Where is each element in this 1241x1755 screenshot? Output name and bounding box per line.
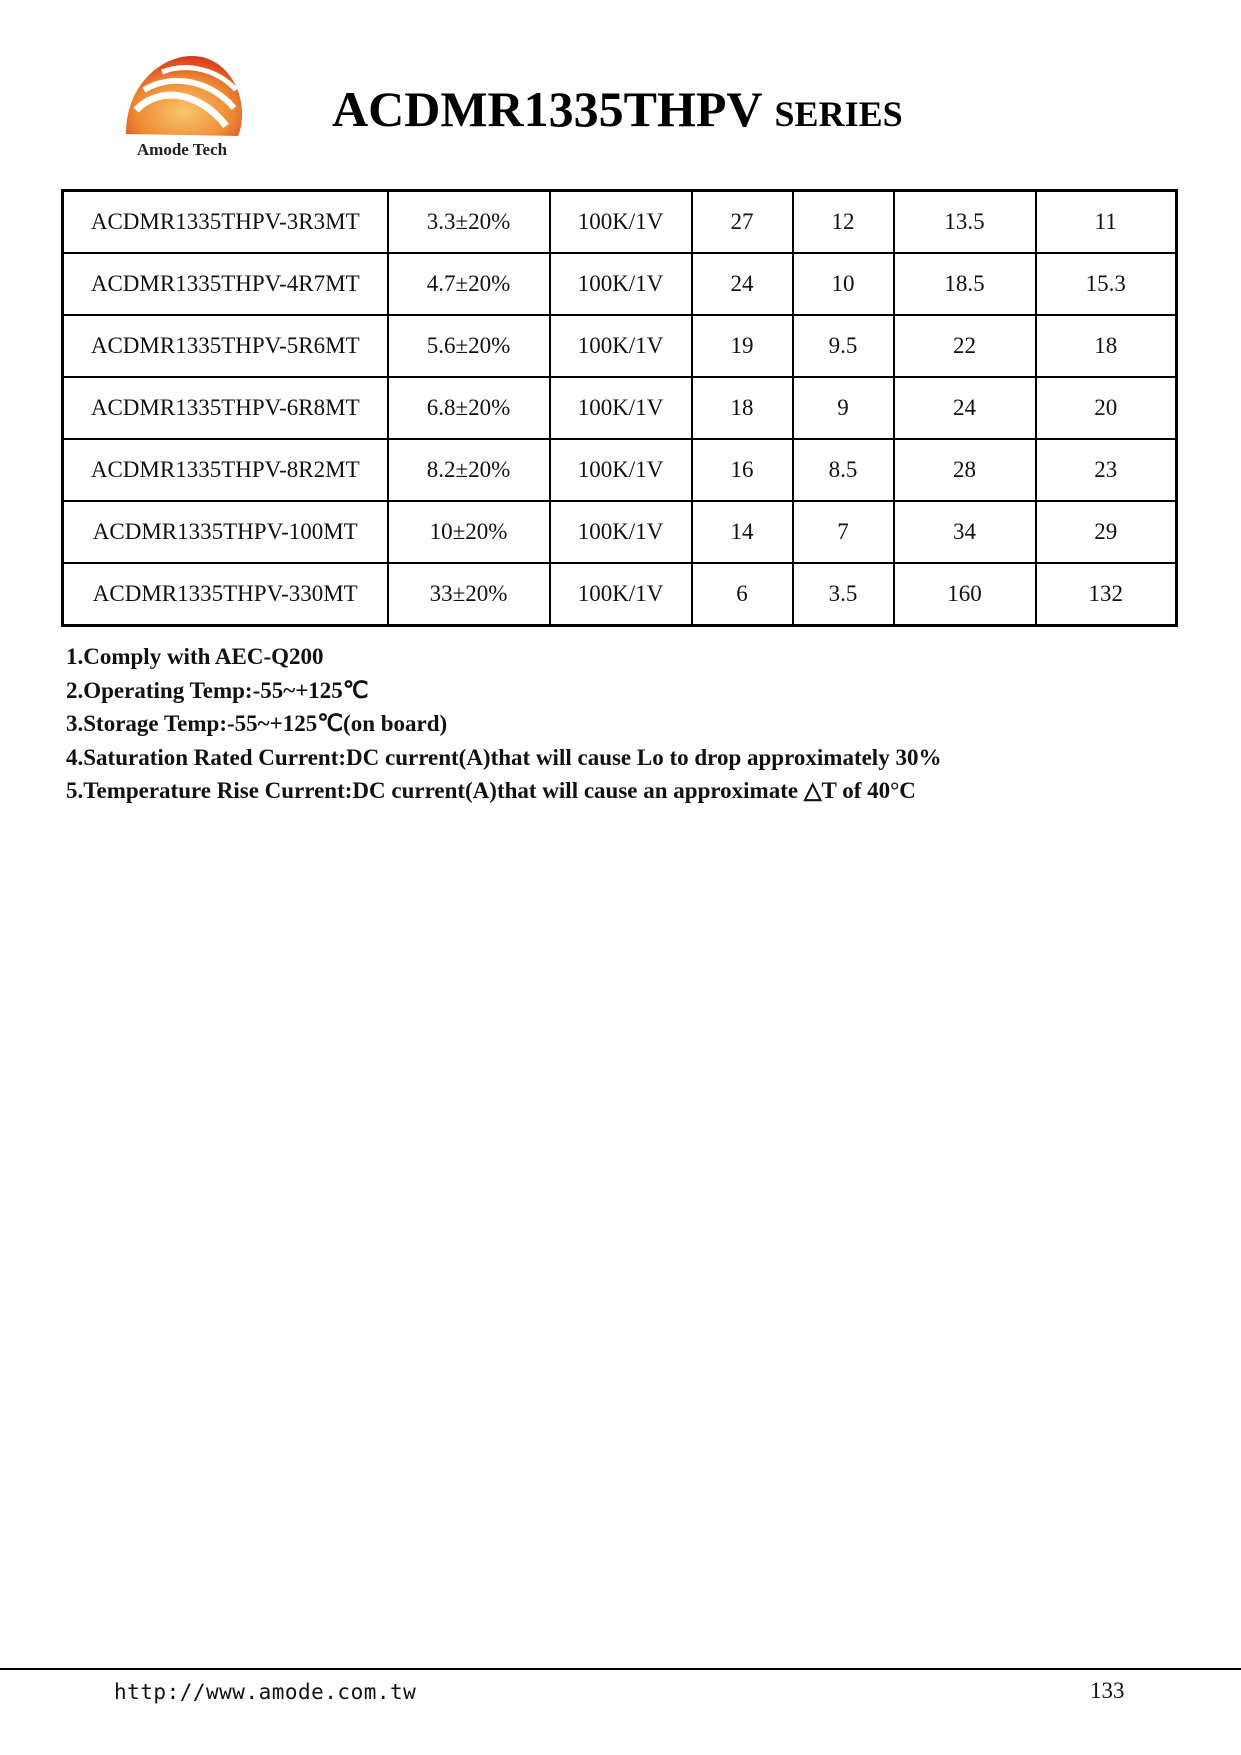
- table-row: [63, 439, 1177, 501]
- table-row: [63, 377, 1177, 439]
- page-title: [332, 80, 903, 138]
- table-cell: 8.2±20%: [388, 439, 550, 501]
- table-cell: 132: [1036, 563, 1177, 626]
- table-cell: 20: [1036, 377, 1177, 439]
- table-cell: 4.7±20%: [388, 253, 550, 315]
- table-cell: 29: [1036, 501, 1177, 563]
- table-cell: 10: [793, 253, 894, 315]
- spec-table: [61, 189, 1178, 627]
- table-cell: 24: [894, 377, 1036, 439]
- table-cell: ACDMR1335THPV-3R3MT: [63, 191, 388, 254]
- footer-url: http://www.amode.com.tw: [114, 1680, 417, 1704]
- table-cell: 16: [692, 439, 793, 501]
- note-item: 2.Operating Temp:-55~+125℃: [66, 677, 369, 703]
- table-cell: 7: [793, 501, 894, 563]
- table-row: [63, 563, 1177, 626]
- table-cell: 160: [894, 563, 1036, 626]
- table-cell: 22: [894, 315, 1036, 377]
- table-cell: 8.5: [793, 439, 894, 501]
- logo-emblem-icon: [122, 54, 246, 144]
- note-item: 1.Comply with AEC-Q200: [66, 644, 324, 669]
- table-cell: ACDMR1335THPV-8R2MT: [63, 439, 388, 501]
- logo-text: Amode Tech: [136, 140, 228, 159]
- table-cell: 15.3: [1036, 253, 1177, 315]
- table-cell: 19: [692, 315, 793, 377]
- notes-list: [66, 640, 941, 808]
- table-cell: 100K/1V: [550, 501, 692, 563]
- table-cell: 34: [894, 501, 1036, 563]
- table-row: [63, 253, 1177, 315]
- table-cell: 100K/1V: [550, 191, 692, 254]
- table-cell: 33±20%: [388, 563, 550, 626]
- table-cell: 28: [894, 439, 1036, 501]
- table-cell: 9: [793, 377, 894, 439]
- company-logo: [118, 54, 254, 164]
- table-cell: ACDMR1335THPV-5R6MT: [63, 315, 388, 377]
- table-cell: 18: [692, 377, 793, 439]
- table-cell: 100K/1V: [550, 563, 692, 626]
- series-name: ACDMR1335THPV: [332, 81, 763, 137]
- note-item: 5.Temperature Rise Current:DC current(A)that will cause an approximate △T of 40°C: [66, 778, 916, 803]
- table-row: [63, 315, 1177, 377]
- table-cell: 18: [1036, 315, 1177, 377]
- table-cell: 3.5: [793, 563, 894, 626]
- series-suffix: SERIES: [774, 94, 903, 134]
- table-cell: 27: [692, 191, 793, 254]
- table-cell: ACDMR1335THPV-100MT: [63, 501, 388, 563]
- table-cell: 13.5: [894, 191, 1036, 254]
- table-cell: 11: [1036, 191, 1177, 254]
- table-cell: 24: [692, 253, 793, 315]
- table-cell: ACDMR1335THPV-330MT: [63, 563, 388, 626]
- table-cell: 5.6±20%: [388, 315, 550, 377]
- table-cell: 18.5: [894, 253, 1036, 315]
- table-cell: 10±20%: [388, 501, 550, 563]
- table-cell: 100K/1V: [550, 377, 692, 439]
- table-cell: 14: [692, 501, 793, 563]
- table-cell: 23: [1036, 439, 1177, 501]
- note-item: 3.Storage Temp:-55~+125℃(on board): [66, 711, 448, 736]
- note-item: 4.Saturation Rated Current:DC current(A)that will cause Lo to drop approximately 30%: [66, 744, 942, 770]
- table-cell: 6.8±20%: [388, 377, 550, 439]
- table-cell: 100K/1V: [550, 253, 692, 315]
- table-cell: 100K/1V: [550, 315, 692, 377]
- table-row: [63, 191, 1177, 254]
- table-row: [63, 501, 1177, 563]
- footer-divider: [0, 1668, 1241, 1670]
- table-cell: ACDMR1335THPV-6R8MT: [63, 377, 388, 439]
- table-cell: ACDMR1335THPV-4R7MT: [63, 253, 388, 315]
- table-cell: 100K/1V: [550, 439, 692, 501]
- table-cell: 6: [692, 563, 793, 626]
- table-cell: 3.3±20%: [388, 191, 550, 254]
- page-number: 133: [1090, 1678, 1125, 1703]
- table-cell: 9.5: [793, 315, 894, 377]
- table-cell: 12: [793, 191, 894, 254]
